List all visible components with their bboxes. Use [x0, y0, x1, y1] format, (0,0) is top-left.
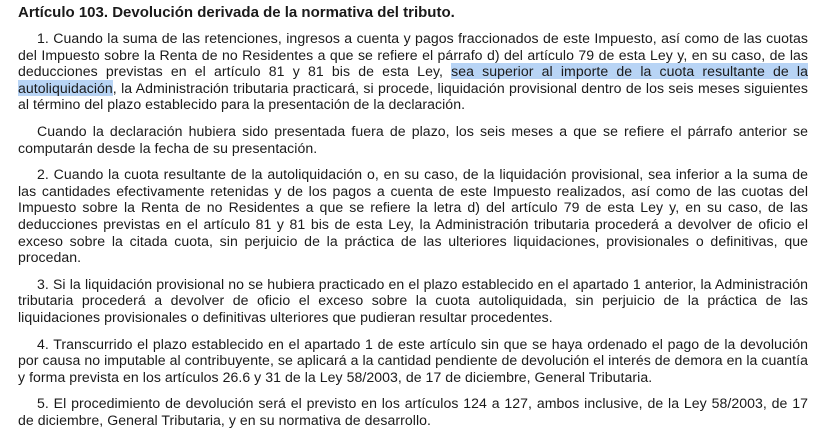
- paragraph-4[interactable]: 4. Transcurrido el plazo establecido en el apartado 1 de este artículo sin que se haya ordenado el pago de la devolución por causa no imputable al contribuyente, se aplicará a la cantidad pendiente de devolución el interés de demora en la cuantía y forma prevista en los artículos 26.6 y 31 de la Ley 58/2003, de 17 de diciembre, General Tributaria.: [18, 335, 808, 385]
- selected-text-highlight[interactable]: sea superior al importe de la cuota resultante de la autoliquidación: [18, 63, 808, 96]
- paragraph-1-continuation[interactable]: Cuando la declaración hubiera sido presentada fuera de plazo, los seis meses a que se refiere el párrafo anterior se computarán desde la fecha de su presentación.: [18, 122, 808, 156]
- paragraph-1-text-before[interactable]: 1. Cuando la suma de las retenciones, ingresos a cuenta y pagos fraccionados de este Impuesto, así como de las cuotas del Impuesto sobre la Renta de no Residentes a que se refiere el párrafo d) del artículo 79 de esta Ley y, en su caso, de las deducciones previstas en el artículo 81 y 81 bis de esta Ley,: [18, 30, 808, 80]
- paragraph-1-text-after[interactable]: , la Administración tributaria practicará, si procede, liquidación provisional dentro de los seis meses siguientes al término del plazo establecido para la presentación de la declaración.: [18, 79, 808, 113]
- article-document: [18, 4, 808, 438]
- paragraph-1[interactable]: [18, 30, 808, 113]
- paragraph-3[interactable]: 3. Si la liquidación provisional no se hubiera practicado en el plazo establecido en el apartado 1 anterior, la Administración tributaria procederá a devolver de oficio el exceso sobre la cuota autoliquidada, sin perjuicio de la práctica de las liquidaciones provisionales o definitivas ulteriores que pudieran resultar procedentes.: [18, 275, 808, 325]
- article-title: Artículo 103. Devolución derivada de la normativa del tributo.: [18, 4, 455, 21]
- paragraph-5[interactable]: 5. El procedimiento de devolución será el previsto en los artículos 124 a 127, ambos inclusive, de la Ley 58/2003, de 17 de diciembre, General Tributaria, y en su normativa de desarrollo.: [18, 395, 808, 428]
- paragraph-2[interactable]: 2. Cuando la cuota resultante de la autoliquidación o, en su caso, de la liquidación provisional, sea inferior a la suma de las cantidades efectivamente retenidas y de los pagos a cuenta de este Impuesto realizados, así como de las cuotas del Impuesto sobre la Renta de no Residentes a que se refiere la letra d) del artículo 79 de esta Ley y, en su caso, de las deducciones previstas en el artículo 81 y 81 bis de esta Ley, la Administración tributaria procederá a devolver de oficio el exceso sobre la citada cuota, sin perjuicio de la práctica de las ulteriores liquidaciones, provisionales o definitivas, que procedan.: [18, 166, 808, 266]
